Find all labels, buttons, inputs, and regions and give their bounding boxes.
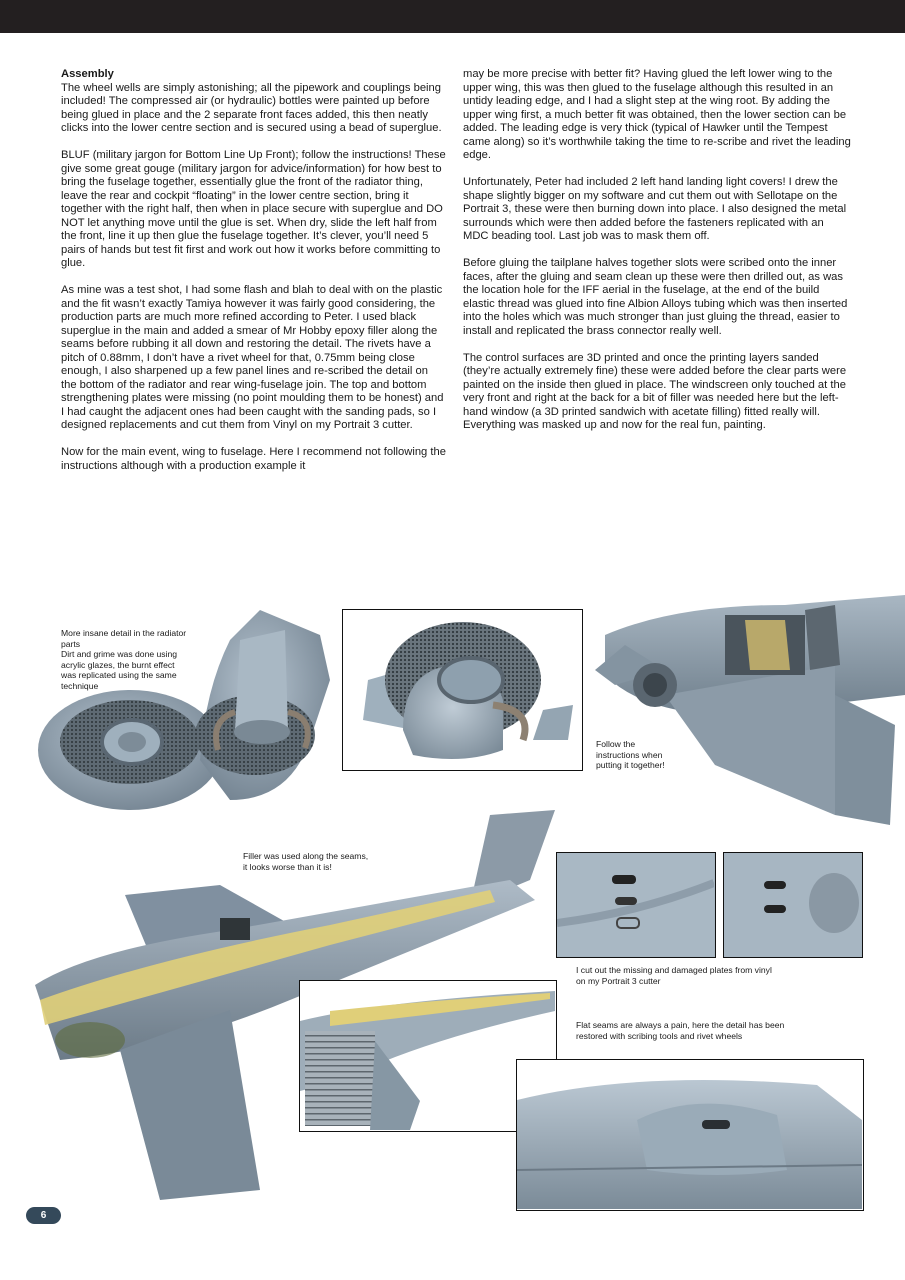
paragraph: BLUF (military jargon for Bottom Line Up Front); follow the instructions! These give some great gouge (military jargon for advice/information) for how best to bring the fuselage together, essentially glue the front of the radiator thing, leave the rear and cockpit “floating” in the lower centre section, bring it together with the right half, then when in place secure with superglue and DO NOT let anything move until the glue is set. When dry, slide the left half from the front, line it up then glue the fuselage together. It’s clever, you’ll need 5 pairs of hands but test fit first and work out how it works before committing to glue.	[61, 149, 446, 269]
caption-plates: I cut out the missing and damaged plates from vinyl on my Portrait 3 cutter	[576, 965, 772, 986]
article-column-right	[463, 68, 851, 446]
paragraph: As mine was a test shot, I had some flash and blah to deal with on the plastic and the fit wasn’t exactly Tamiya however it was fairly good considering, the production parts are much more refined according to Peter. I used black superglue in the main and added a smear of Mr Hobby epoxy filler along the seams before rubbing it all down and restoring the detail. The rivets have a pitch of 0.88mm, I don’t have a rivet wheel for that, 0.75mm being close enough, I also sharpened up a few panel lines and re-scribed the detail on the bottom of the radiator and rear wing-fuselage join. The top and bottom strengthening plates were missing (no point moulding them to be honest) and I had caught the adjacent ones had been caught with the sanding pads, so I designed replacements and cut them from Vinyl on my Portrait 3 cutter.	[61, 284, 444, 431]
caption-radiator: More insane detail in the radiator parts Dirt and grime was done using acrylic glazes, the burnt effect was replicated using the same technique	[61, 628, 187, 691]
paragraph: Now for the main event, wing to fuselage. Here I recommend not following the instructions although with a production example it	[61, 446, 446, 472]
radiator-closeup-photo	[342, 609, 583, 771]
section-heading: Assembly	[61, 68, 114, 80]
plates-photo-right	[723, 852, 863, 958]
paragraph: The control surfaces are 3D printed and once the printing layers sanded (they’re actually extremely fine) these were added before the clear parts were painted on the inside then glued in place. The windscreen only touched at the very front and right at the back for a bit of filler was needed here but the left-hand window (a 3D printed sandwich with acetate filling) fitted really will. Everything was masked up and now for the real fun, painting.	[463, 351, 847, 431]
caption-filler: Filler was used along the seams, it looks worse than it is!	[243, 851, 369, 872]
top-banner	[0, 0, 905, 33]
plates-photo-left	[556, 852, 716, 958]
paragraph: The wheel wells are simply astonishing; all the pipework and couplings being included! The compressed air (or hydraulic) bottles were painted up before being glued in place and the 2 separate front faces added, this then neatly clicks into the lower centre section and is secured using a bead of superglue.	[61, 81, 442, 134]
paragraph: Unfortunately, Peter had included 2 left hand landing light covers! I drew the shape slightly bigger on my software and cut them out with Sellotape on the Portrait 3, these were then burning down into place. I also designed the metal surrounds which were then added before the fasteners replicated with an MDC beading tool. Last job was to mask them off.	[463, 176, 847, 242]
cowling-detail-photo	[516, 1059, 864, 1211]
paragraph: Before gluing the tailplane halves together slots were scribed onto the inner faces, after the gluing and seam clean up these were then drilled out, as was the location hole for the IFF aerial in the fuselage, at the end of the build elastic thread was glued into fine Albion Alloys tubing which was then inserted into the holes which was much stronger than just gluing the thread, easier to install and replicated the brass connector really well.	[463, 257, 848, 337]
article-column-left	[61, 68, 446, 487]
page-number-badge: 6	[26, 1207, 61, 1224]
caption-instructions: Follow the instructions when putting it together!	[596, 739, 665, 771]
fuselage-assembly-photo	[585, 575, 905, 845]
paragraph: may be more precise with better fit? Having glued the left lower wing to the upper wing, this was then glued to the fuselage although this resulted in an untidy leading edge, and I had a slight step at the wing root. By adding the upper wing first, a much better fit was obtained, then the lower section can be added. The leading edge is very thick (typical of Hawker until the Tempest came along) so it’s worthwhile taking the time to re-scribe and rivet the leading edge.	[463, 68, 851, 161]
caption-seams: Flat seams are always a pain, here the detail has been restored with scribing tools and rivet wheels	[576, 1020, 785, 1041]
